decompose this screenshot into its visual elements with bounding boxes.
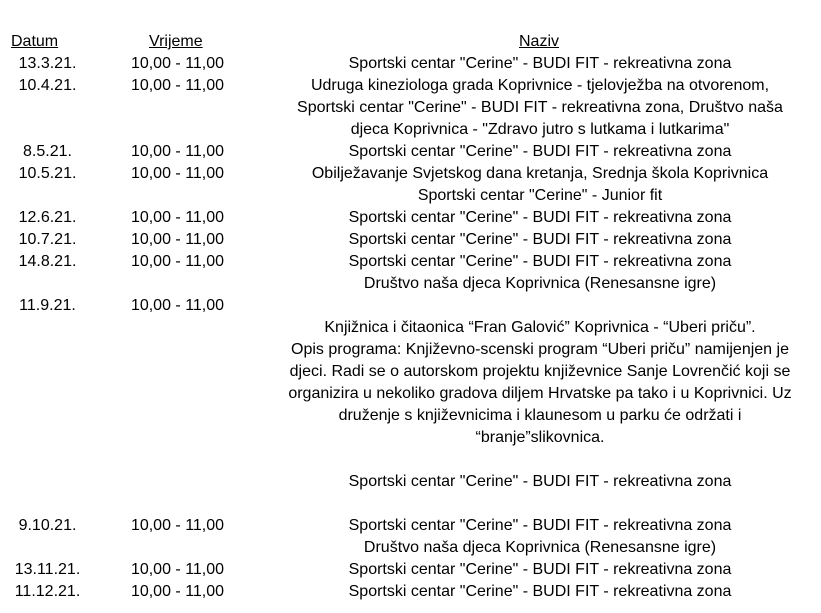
- row-date: 14.8.21.: [18, 253, 77, 270]
- description-line: druženje s književnicima i klaunesom u parku će održati i: [338, 407, 742, 424]
- row-time: 10,00 - 11,00: [130, 77, 225, 94]
- row-time: 10,00 - 11,00: [130, 165, 225, 182]
- description-line: Sportski centar "Cerine" - BUDI FIT - rekreativna zona: [348, 209, 732, 226]
- row-date: 9.10.21.: [18, 517, 77, 534]
- description-line: Sportski centar "Cerine" - BUDI FIT - rekreativna zona: [348, 143, 732, 160]
- row-time: 10,00 - 11,00: [130, 297, 225, 314]
- row-description: [266, 581, 814, 603]
- description-line: Sportski centar "Cerine" - BUDI FIT - rekreativna zona: [348, 231, 732, 248]
- row-description: [266, 515, 814, 559]
- row-time: 10,00 - 11,00: [130, 55, 225, 72]
- row-time: 10,00 - 11,00: [130, 231, 225, 248]
- row-description: [266, 75, 814, 141]
- row-time: 10,00 - 11,00: [130, 583, 225, 600]
- row-time: 10,00 - 11,00: [130, 209, 225, 226]
- description-line: Sportski centar "Cerine" - BUDI FIT - rekreativna zona: [348, 561, 732, 578]
- row-date: 10.4.21.: [18, 77, 77, 94]
- description-line: [266, 493, 814, 515]
- row-description: [266, 295, 814, 515]
- header-vrijeme: Vrijeme: [149, 33, 203, 50]
- description-line: “branje”slikovnica.: [475, 429, 605, 446]
- description-line: djeci. Radi se o autorskom projektu književnice Sanje Lovrenčić koji se: [289, 363, 791, 380]
- row-time: 10,00 - 11,00: [130, 253, 225, 270]
- row-description: [266, 559, 814, 581]
- description-line: Udruga kineziologa grada Koprivnice - tjelovježba na otvorenom,: [310, 77, 770, 94]
- description-line: Sportski centar "Cerine" - BUDI FIT - rekreativna zona, Društvo naša: [297, 99, 783, 116]
- row-description: [266, 229, 814, 251]
- description-line: [266, 449, 814, 471]
- row-description: [266, 163, 814, 207]
- description-line: Društvo naša djeca Koprivnica (Renesansne igre): [363, 539, 717, 556]
- description-line: Sportski centar "Cerine" - Junior fit: [417, 187, 663, 204]
- row-date: 12.6.21.: [18, 209, 77, 226]
- row-description: [266, 141, 814, 163]
- description-line: Knjižnica i čitaonica “Fran Galović” Koprivnica - “Uberi priču”.: [324, 319, 756, 336]
- row-date: 13.3.21.: [18, 55, 77, 72]
- description-line: Obilježavanje Svjetskog dana kretanja, Srednja škola Koprivnica: [311, 165, 769, 182]
- description-line: Sportski centar "Cerine" - BUDI FIT - rekreativna zona: [348, 583, 732, 600]
- row-date: 11.12.21.: [14, 583, 81, 600]
- row-date: 11.9.21.: [19, 297, 76, 314]
- description-line: djeca Koprivnica - "Zdravo jutro s lutkama i lutkarima": [350, 121, 730, 138]
- description-line: Opis programa: Književno-scenski program “Uberi priču” namijenjen je: [291, 341, 789, 358]
- row-date: 10.7.21.: [18, 231, 77, 248]
- description-line: Sportski centar "Cerine" - BUDI FIT - rekreativna zona: [348, 253, 732, 270]
- row-time: 10,00 - 11,00: [130, 561, 225, 578]
- description-line: [266, 295, 814, 317]
- description-line: Sportski centar "Cerine" - BUDI FIT - rekreativna zona: [348, 517, 732, 534]
- header-datum: Datum: [11, 33, 59, 50]
- description-line: Sportski centar "Cerine" - BUDI FIT - rekreativna zona: [348, 55, 732, 72]
- description-line: Društvo naša djeca Koprivnica (Renesansne igre): [363, 275, 717, 292]
- row-description: [266, 251, 814, 295]
- row-date: 10.5.21.: [18, 165, 77, 182]
- row-time: 10,00 - 11,00: [130, 143, 225, 160]
- row-date: 8.5.21.: [23, 143, 72, 160]
- row-date: 13.11.21.: [14, 561, 81, 578]
- header-naziv: Naziv: [519, 33, 560, 50]
- description-line: Sportski centar "Cerine" - BUDI FIT - rekreativna zona: [348, 473, 732, 490]
- row-description: [266, 207, 814, 229]
- row-time: 10,00 - 11,00: [130, 517, 225, 534]
- description-line: organizira u nekoliko gradova diljem Hrvatske pa tako i u Koprivnici. Uz: [288, 385, 792, 402]
- row-description: [266, 53, 814, 75]
